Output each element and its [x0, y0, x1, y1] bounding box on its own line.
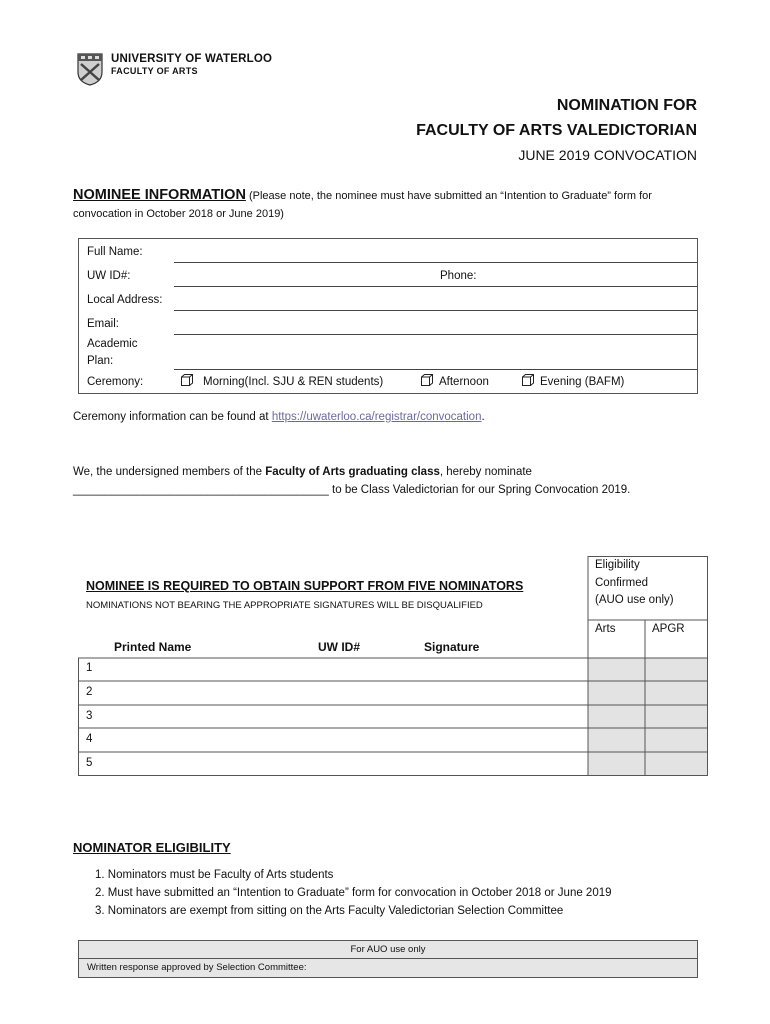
nominee-info-heading — [73, 186, 703, 223]
afternoon-checkbox[interactable] — [421, 374, 433, 386]
nominee-heading-text: NOMINEE INFORMATION — [73, 187, 246, 203]
elig-line-2: Confirmed — [595, 576, 649, 589]
list-item: 3. Nominators are exempt from sitting on the Arts Faculty Valedictorian Selection Committee — [95, 905, 564, 917]
nominators-subheading: NOMINATIONS NOT BEARING THE APPROPRIATE SIGNATURES WILL BE DISQUALIFIED — [86, 600, 483, 611]
uw-id-label: UW ID#: — [87, 270, 131, 282]
undersigned-statement — [73, 463, 713, 499]
title-line-3: JUNE 2019 CONVOCATION — [518, 147, 697, 163]
elig-line-1: Eligibility — [595, 559, 640, 571]
nominee-note: (Please note, the nominee must have submitted an “Intention to Graduate” form for convocation in October 2018 or June 2019) — [73, 190, 652, 220]
convocation-link[interactable]: https://uwaterloo.ca/registrar/convocation — [271, 411, 482, 423]
printed-name-header: Printed Name — [114, 640, 192, 654]
nominator-eligibility-heading: NOMINATOR ELIGIBILITY — [73, 840, 231, 855]
undersigned-bold: Faculty of Arts graduating class — [265, 466, 440, 478]
faculty-name: FACULTY OF ARTS — [111, 66, 198, 76]
undersigned-part3: to be Class Valedictorian for our Spring Convocation 2019. — [328, 484, 631, 496]
ceremony-info-text: Ceremony information can be found at — [73, 411, 272, 423]
undersigned-part1: We, the undersigned members of the — [73, 466, 266, 478]
uw-id-phone-field[interactable] — [174, 286, 697, 287]
table-row[interactable]: 5 — [86, 757, 93, 769]
table-row[interactable]: 4 — [86, 733, 93, 745]
written-response-field[interactable]: Written response approved by Selection Committee: — [79, 959, 697, 977]
morning-checkbox[interactable] — [181, 374, 193, 386]
list-item: 1. Nominators must be Faculty of Arts students — [95, 869, 334, 881]
local-address-label: Local Address: — [87, 294, 163, 306]
undersigned-part2: , hereby nominate — [439, 466, 532, 478]
title-line-2: FACULTY OF ARTS VALEDICTORIAN — [416, 122, 697, 139]
auo-title: For AUO use only — [79, 941, 697, 959]
academic-plan-field[interactable] — [174, 369, 697, 370]
email-field[interactable] — [174, 334, 697, 335]
title-line-1: NOMINATION FOR — [556, 97, 697, 114]
elig-line-3: (AUO use only) — [595, 594, 674, 606]
uw-id-header: UW ID# — [318, 640, 360, 654]
academic-plan-label: Academic Plan: — [87, 338, 138, 367]
nominee-name-blank[interactable]: ________________________________________ — [73, 484, 329, 496]
ceremony-info-end: . — [481, 411, 485, 423]
local-address-field[interactable] — [174, 310, 697, 311]
waterloo-crest-icon — [77, 52, 103, 86]
university-name: UNIVERSITY OF WATERLOO — [111, 53, 273, 65]
evening-option-label: Evening (BAFM) — [540, 376, 625, 388]
full-name-field[interactable] — [174, 262, 697, 263]
evening-checkbox[interactable] — [522, 374, 534, 386]
phone-label: Phone: — [440, 270, 477, 282]
arts-column-header: Arts — [595, 623, 616, 635]
eligibility-list — [95, 866, 612, 920]
list-item: 2. Must have submitted an “Intention to Graduate” form for convocation in October 2018 or June 2019 — [95, 887, 612, 899]
email-label: Email: — [87, 318, 119, 330]
apgr-column-header: APGR — [652, 623, 685, 635]
ceremony-label: Ceremony: — [87, 376, 144, 388]
auo-use-box — [78, 940, 698, 978]
table-row[interactable]: 3 — [86, 710, 93, 722]
nominators-heading: NOMINEE IS REQUIRED TO OBTAIN SUPPORT FROM FIVE NOMINATORS — [86, 579, 524, 593]
ceremony-info — [73, 411, 485, 423]
table-row[interactable]: 2 — [86, 686, 93, 698]
afternoon-option-label: Afternoon — [439, 376, 489, 388]
signature-header: Signature — [424, 640, 480, 654]
eligibility-confirmed-header — [595, 557, 674, 610]
full-name-label: Full Name: — [87, 246, 143, 258]
morning-option-label: Morning(Incl. SJU & REN students) — [203, 376, 384, 388]
table-row[interactable]: 1 — [86, 662, 93, 674]
